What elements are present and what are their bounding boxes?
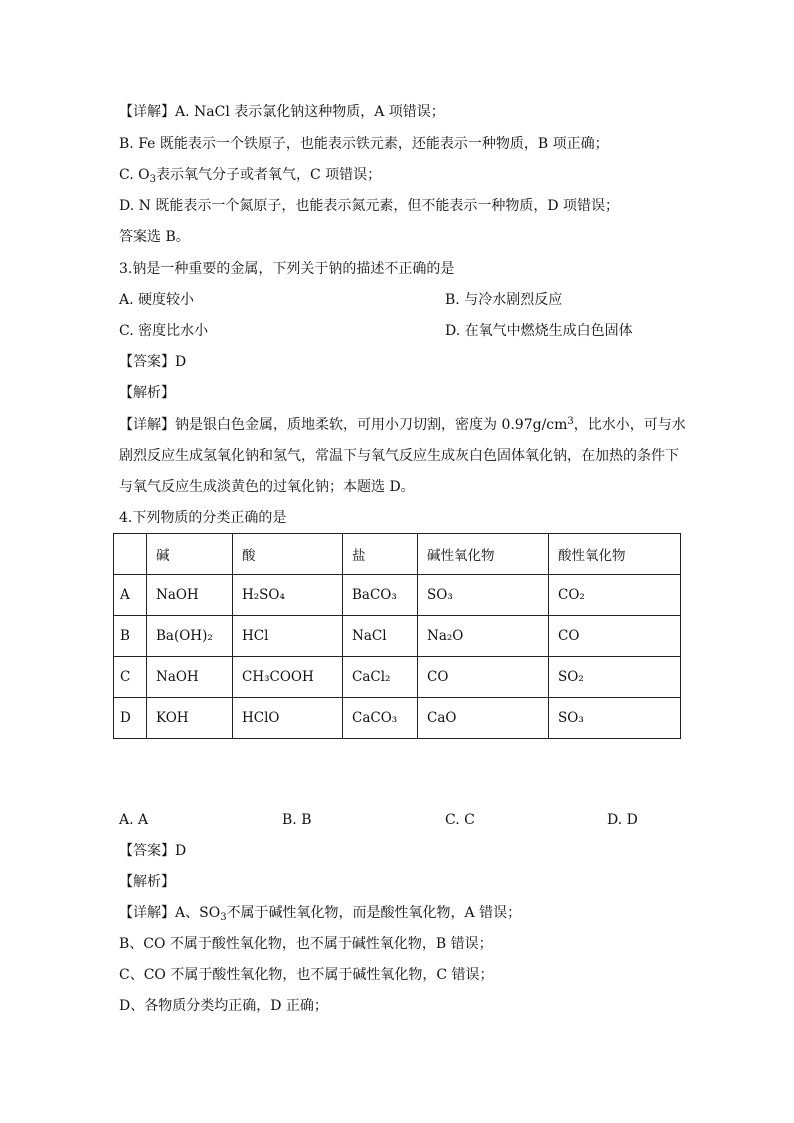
table-cell: NaOH: [147, 657, 233, 698]
table-cell: C: [114, 657, 147, 698]
explain1-line2: B. Fe 既能表示一个铁原子，也能表示铁元素，还能表示一种物质，B 项正确；: [119, 136, 609, 152]
q4-option-a: A. A: [119, 812, 149, 828]
explain1-line4: D. N 既能表示一个氮原子，也能表示氮元素，但不能表示一种物质，D 项错误；: [119, 198, 619, 214]
q4-answer: 【答案】D: [119, 843, 187, 859]
table-cell: HClO: [233, 698, 343, 739]
table-cell: B: [114, 616, 147, 657]
table-cell: Ba(OH)₂: [147, 616, 233, 657]
classification-table: [113, 533, 681, 739]
table-header-row: [114, 534, 681, 575]
q3-answer: 【答案】D: [119, 354, 187, 370]
table-cell: CaCl₂: [343, 657, 418, 698]
table-cell: HCl: [233, 616, 343, 657]
table-cell: CO: [418, 657, 549, 698]
q4-detail-line3: C、CO 不属于酸性氧化物，也不属于碱性氧化物，C 错误；: [119, 967, 494, 983]
table-row: [114, 616, 681, 657]
table-header-cell: 酸: [233, 534, 343, 575]
table-cell: CaCO₃: [343, 698, 418, 739]
question-3: 3.钠是一种重要的金属，下列关于钠的描述不正确的是: [119, 261, 455, 277]
explain1-line3: C. $O_3$表示氧气分子或者氧气，C 项错误；: [119, 167, 382, 185]
table-cell: D: [114, 698, 147, 739]
table-cell: H₂SO₄: [233, 575, 343, 616]
q4-option-c: C. C: [445, 812, 475, 828]
q4-option-b: B. B: [282, 812, 312, 828]
table-cell: SO₃: [418, 575, 549, 616]
q3-option-d: D. 在氧气中燃烧生成白色固体: [445, 323, 633, 339]
table-cell: CaO: [418, 698, 549, 739]
q3-detail-line3: 与氧气反应生成淡黄色的过氧化钠；本题选 D。: [119, 479, 415, 495]
q3-option-b: B. 与冷水剧烈反应: [445, 292, 563, 308]
q4-option-d: D. D: [607, 812, 638, 828]
table-cell: SO₂: [549, 657, 681, 698]
q3-option-c: C. 密度比水小: [119, 323, 209, 339]
q4-detail-line4: D、各物质分类均正确，D 正确；: [119, 998, 328, 1014]
table-cell: NaCl: [343, 616, 418, 657]
table-row: [114, 698, 681, 739]
table-cell: CH₃COOH: [233, 657, 343, 698]
table-cell: A: [114, 575, 147, 616]
table-row: [114, 575, 681, 616]
q3-option-a: A. 硬度较小: [119, 292, 195, 308]
question-4: 4.下列物质的分类正确的是: [119, 510, 287, 526]
q4-analysis: 【解析】: [119, 874, 175, 890]
explain1-line5: 答案选 B。: [119, 229, 190, 245]
table-cell: KOH: [147, 698, 233, 739]
q3-detail-line2: 剧烈反应生成氢氧化钠和氢气，常温下与氧气反应生成灰白色固体氧化钠，在加热的条件下: [119, 448, 679, 464]
table-cell: BaCO₃: [343, 575, 418, 616]
table-cell: SO₃: [549, 698, 681, 739]
q3-detail-line1: 【详解】钠是银白色金属，质地柔软，可用小刀切割，密度为 $0.97g/cm^3$，比水小，可与水: [119, 416, 686, 433]
table-header-cell: 碱性氧化物: [418, 534, 549, 575]
table-header-cell: 盐: [343, 534, 418, 575]
q3-analysis: 【解析】: [119, 385, 175, 401]
table-header-cell: [114, 534, 147, 575]
table-header-cell: 酸性氧化物: [549, 534, 681, 575]
explain1-line1: 【详解】A. NaCl 表示氯化钠这种物质，A 项错误；: [119, 104, 445, 120]
table-cell: NaOH: [147, 575, 233, 616]
table-header-cell: 碱: [147, 534, 233, 575]
table-cell: Na₂O: [418, 616, 549, 657]
q4-detail-line2: B、CO 不属于酸性氧化物，也不属于碱性氧化物，B 错误；: [119, 936, 493, 952]
table-cell: CO: [549, 616, 681, 657]
table-cell: CO₂: [549, 575, 681, 616]
q4-detail-line1: 【详解】A、$SO_3$不属于碱性氧化物，而是酸性氧化物，A 错误；: [119, 905, 522, 923]
table-row: [114, 657, 681, 698]
